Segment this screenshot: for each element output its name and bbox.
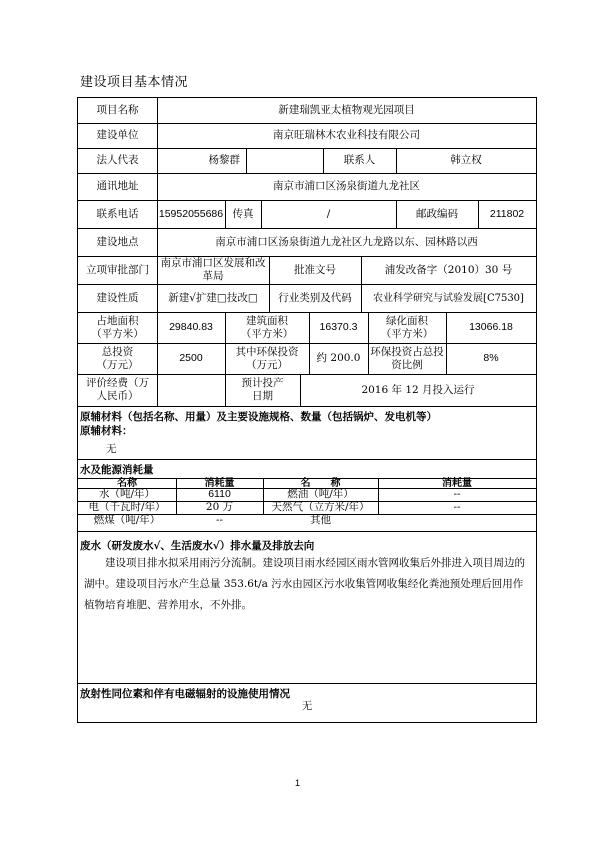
label-start-date: 预计投产日期 (241, 377, 284, 402)
label-address: 通讯地址 (96, 180, 139, 192)
we-row-amount: -- (453, 488, 461, 500)
wastewater-heading: 废水（研发废水√、生活废水√）排水量及排放去向 (80, 540, 315, 552)
label-project-name: 项目名称 (96, 104, 139, 116)
we-header-name-2: 名 称 (300, 477, 341, 489)
label-phone: 联系电话 (96, 207, 139, 220)
materials-heading: 原辅材料（包括名称、用量）及主要设施规格、数量（包括锅炉、发电机等） (80, 411, 437, 423)
value-fax: / (326, 207, 331, 220)
water-energy-heading: 水及能源消耗量 (80, 464, 154, 476)
value-nature: 新建√扩建□技改□ (168, 291, 258, 304)
radiation-heading: 放射性同位素和伴有电磁辐射的设施使用情况 (80, 688, 290, 700)
we-row-name: 天然气（立方米/年） (271, 501, 370, 513)
project-info-form (77, 97, 537, 723)
label-approval-dept: 立项审批部门 (86, 263, 149, 276)
radiation-value: 无 (301, 699, 313, 712)
value-land-area: 29840.83 (169, 321, 213, 333)
label-total-invest: 总投资（万元） (96, 345, 139, 371)
label-builder: 建设单位 (96, 129, 139, 141)
label-zip: 邮政编码 (416, 207, 458, 220)
we-row-amount: -- (216, 514, 223, 526)
value-env-ratio: 8% (483, 352, 499, 364)
value-env-invest: 约 200.0 (316, 352, 361, 364)
we-header-amount-2: 消耗量 (442, 477, 472, 489)
value-builder: 南京旺瑞林木农业科技有限公司 (273, 129, 420, 141)
we-row-amount: 20 万 (205, 501, 234, 513)
value-build-area: 16370.3 (319, 321, 358, 333)
label-approval-no: 批准文号 (294, 263, 336, 276)
value-phone: 15952055686 (158, 207, 224, 220)
value-zip: 211802 (489, 207, 525, 220)
materials-subheading: 原辅材料： (80, 425, 133, 437)
value-total-invest: 2500 (179, 352, 203, 364)
we-row-name: 燃油（吨/年） (287, 488, 354, 500)
label-env-invest: 其中环保投资（万元） (235, 345, 299, 371)
value-project-name: 新建瑞凯亚太植物观光园项目 (278, 104, 415, 116)
we-row-amount: -- (453, 501, 461, 513)
we-row-name: 电（千瓦时/年） (88, 501, 166, 513)
label-eval-fee: 评价经费（万人民币） (86, 377, 149, 402)
label-build-area: 建筑面积（平方米） (240, 314, 294, 340)
value-green-area: 13066.18 (469, 321, 513, 333)
we-row-name: 其他 (310, 514, 331, 526)
we-row-name: 燃煤（吨/年） (93, 514, 161, 526)
value-approval-no: 浦发改备字（2010）30 号 (384, 263, 513, 276)
we-row-amount: 6110 (208, 488, 231, 500)
label-land-area: 占地面积（平方米） (91, 314, 144, 340)
we-row-name: 水（吨/年） (98, 488, 156, 500)
page-title: 建设项目基本情况 (80, 75, 189, 90)
we-row-amount (378, 514, 536, 527)
value-eval-fee (157, 374, 225, 406)
value-approval-dept: 南京市浦口区发展和改革局 (160, 257, 266, 282)
label-legal-rep: 法人代表 (96, 154, 139, 166)
wastewater-paragraph: 建设项目排水拟采用雨污分流制。建设项目雨水经园区雨水管网收集后外排进入项目周边的湖中。建设项目污水产生总量 353.6t/a 污水由园区污水收集管网收集经化粪池预处理后回用作植物培育堆肥、营养用水，不外排。 (84, 557, 525, 611)
value-address: 南京市浦口区汤泉街道九龙社区 (273, 180, 420, 192)
we-header-amount-1: 消耗量 (204, 477, 235, 489)
value-legal-rep: 杨黎群 (208, 154, 240, 166)
label-site: 建设地点 (96, 235, 139, 248)
value-site: 南京市浦口区汤泉街道九龙社区九龙路以东、园林路以西 (215, 235, 478, 248)
value-industry: 农业科学研究与试验发展[C7530] (373, 292, 524, 304)
label-industry: 行业类别及代码 (278, 291, 352, 304)
label-env-ratio: 环保投资占总投资比例 (370, 345, 444, 371)
label-green-area: 绿化面积（平方米） (380, 314, 434, 340)
label-fax: 传真 (232, 207, 254, 220)
materials-value: 无 (106, 443, 117, 455)
we-header-name-1: 名称 (117, 477, 137, 489)
page-number: 1 (294, 778, 300, 788)
label-contact: 联系人 (343, 154, 376, 166)
value-contact: 韩立权 (450, 154, 482, 166)
label-nature: 建设性质 (96, 291, 139, 304)
value-start-date: 2016 年 12 月投入运行 (361, 383, 475, 396)
